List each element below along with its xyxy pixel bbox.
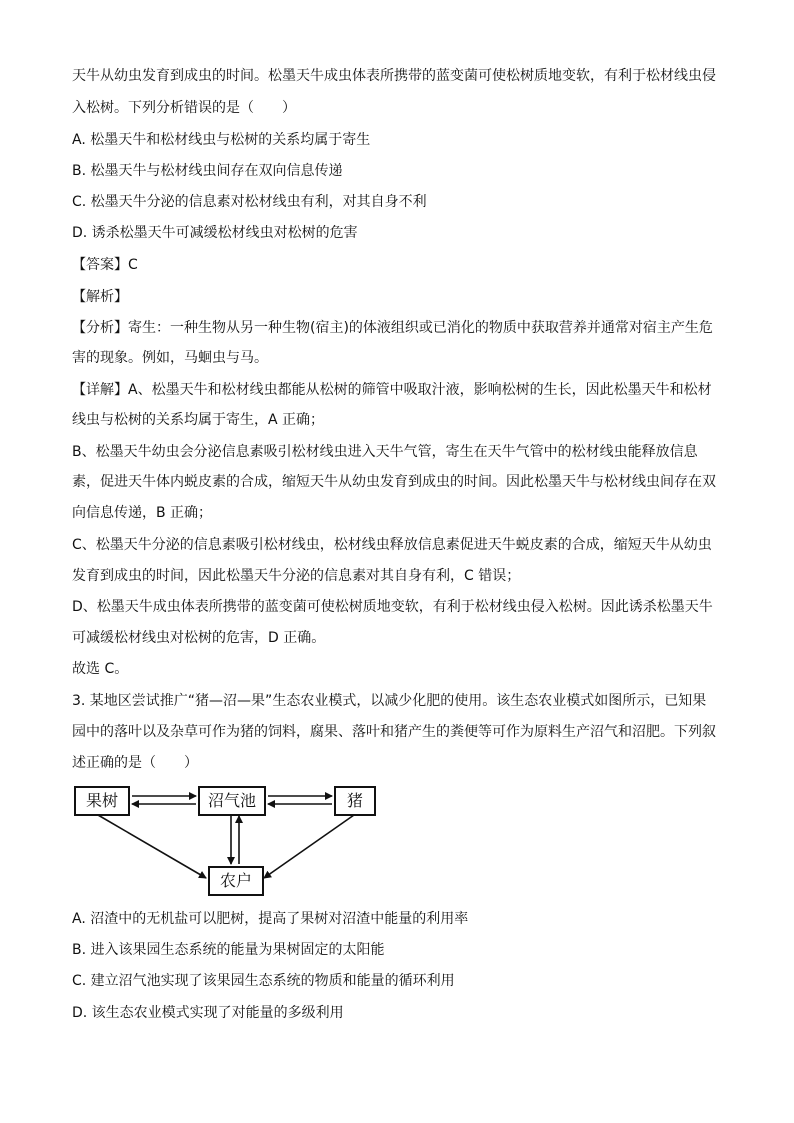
q2-option-d: D. 诱杀松墨天牛可减缓松材线虫对松树的危害 [72, 225, 358, 241]
q3-stem-line-2: 园中的落叶以及杂草可作为猪的饲料，腐果、落叶和猪产生的粪便等可作为原料生产沼气和沼肥。下列叙 [72, 724, 716, 740]
q2-option-c: C. 松墨天牛分泌的信息素对松材线虫有利，对其自身不利 [72, 194, 427, 210]
xiangjie-line-3: B、松墨天牛幼虫会分泌信息素吸引松材线虫进入天牛气管，寄生在天牛气管中的松材线虫能释放信息 [72, 444, 698, 460]
xiangjie-line-1: 【详解】A、松墨天牛和松材线虫都能从松树的筛管中吸取汁液，影响松树的生长，因此松墨天牛和松材 [72, 382, 712, 398]
xiangjie-line-4: 素，促进天牛体内蜕皮素的合成，缩短天牛从幼虫发育到成虫的时间。因此松墨天牛与松材线虫间存在双 [72, 474, 716, 490]
xiangjie-line-7: 发育到成虫的时间，因此松墨天牛分泌的信息素对其自身有利，C 错误； [72, 568, 521, 584]
conclusion-line: 故选 C。 [72, 661, 129, 677]
q3-option-a: A. 沼渣中的无机盐可以肥树，提高了果树对沼渣中能量的利用率 [72, 911, 469, 927]
arrow-orchard-to-farmer [98, 815, 206, 878]
q2-option-b: B. 松墨天牛与松材线虫间存在双向信息传递 [72, 163, 343, 179]
node-farmer: 农户 [208, 866, 264, 896]
xiangjie-line-8: D、松墨天牛成虫体表所携带的蓝变菌可使松树质地变软，有利于松材线虫侵入松树。因此诱杀松墨天牛 [72, 599, 713, 615]
q3-stem-line-1: 3. 某地区尝试推广“猪—沼—果”生态农业模式，以减少化肥的使用。该生态农业模式如图所示，已知果 [72, 693, 707, 709]
arrow-pig-to-farmer [264, 815, 354, 878]
q2-stem-line-1: 天牛从幼虫发育到成虫的时间。松墨天牛成虫体表所携带的蓝变菌可使松树质地变软，有利于松材线虫侵 [72, 68, 716, 84]
q2-option-a: A. 松墨天牛和松材线虫与松树的关系均属于寄生 [72, 132, 371, 148]
q3-option-c: C. 建立沼气池实现了该果园生态系统的物质和能量的循环利用 [72, 973, 455, 989]
node-orchard: 果树 [74, 786, 130, 816]
answer-label: 【答案】C [72, 257, 138, 273]
xiangjie-line-2: 线虫与松树的关系均属于寄生，A 正确； [72, 412, 325, 428]
analysis-label: 【解析】 [72, 289, 128, 305]
q3-option-d: D. 该生态农业模式实现了对能量的多级利用 [72, 1005, 344, 1021]
xiangjie-line-5: 向信息传递，B 正确； [72, 505, 213, 521]
node-biogas-pool: 沼气池 [198, 786, 266, 816]
q3-option-b: B. 进入该果园生态系统的能量为果树固定的太阳能 [72, 942, 385, 958]
q2-stem-line-2: 入松树。下列分析错误的是（ ） [72, 100, 296, 116]
xiangjie-line-6: C、松墨天牛分泌的信息素吸引松材线虫，松材线虫释放信息素促进天牛蜕皮素的合成，缩短天牛从幼虫 [72, 537, 712, 553]
node-pig: 猪 [334, 786, 376, 816]
fenxi-line-2: 害的现象。例如，马蛔虫与马。 [72, 350, 268, 366]
eco-agriculture-diagram [70, 782, 380, 900]
q3-stem-line-3: 述正确的是（ ） [72, 755, 198, 771]
fenxi-line-1: 【分析】寄生：一种生物从另一种生物(宿主)的体液组织或已消化的物质中获取营养并通常对宿主产生危 [72, 320, 713, 336]
xiangjie-line-9: 可减缓松材线虫对松树的危害，D 正确。 [72, 630, 326, 646]
